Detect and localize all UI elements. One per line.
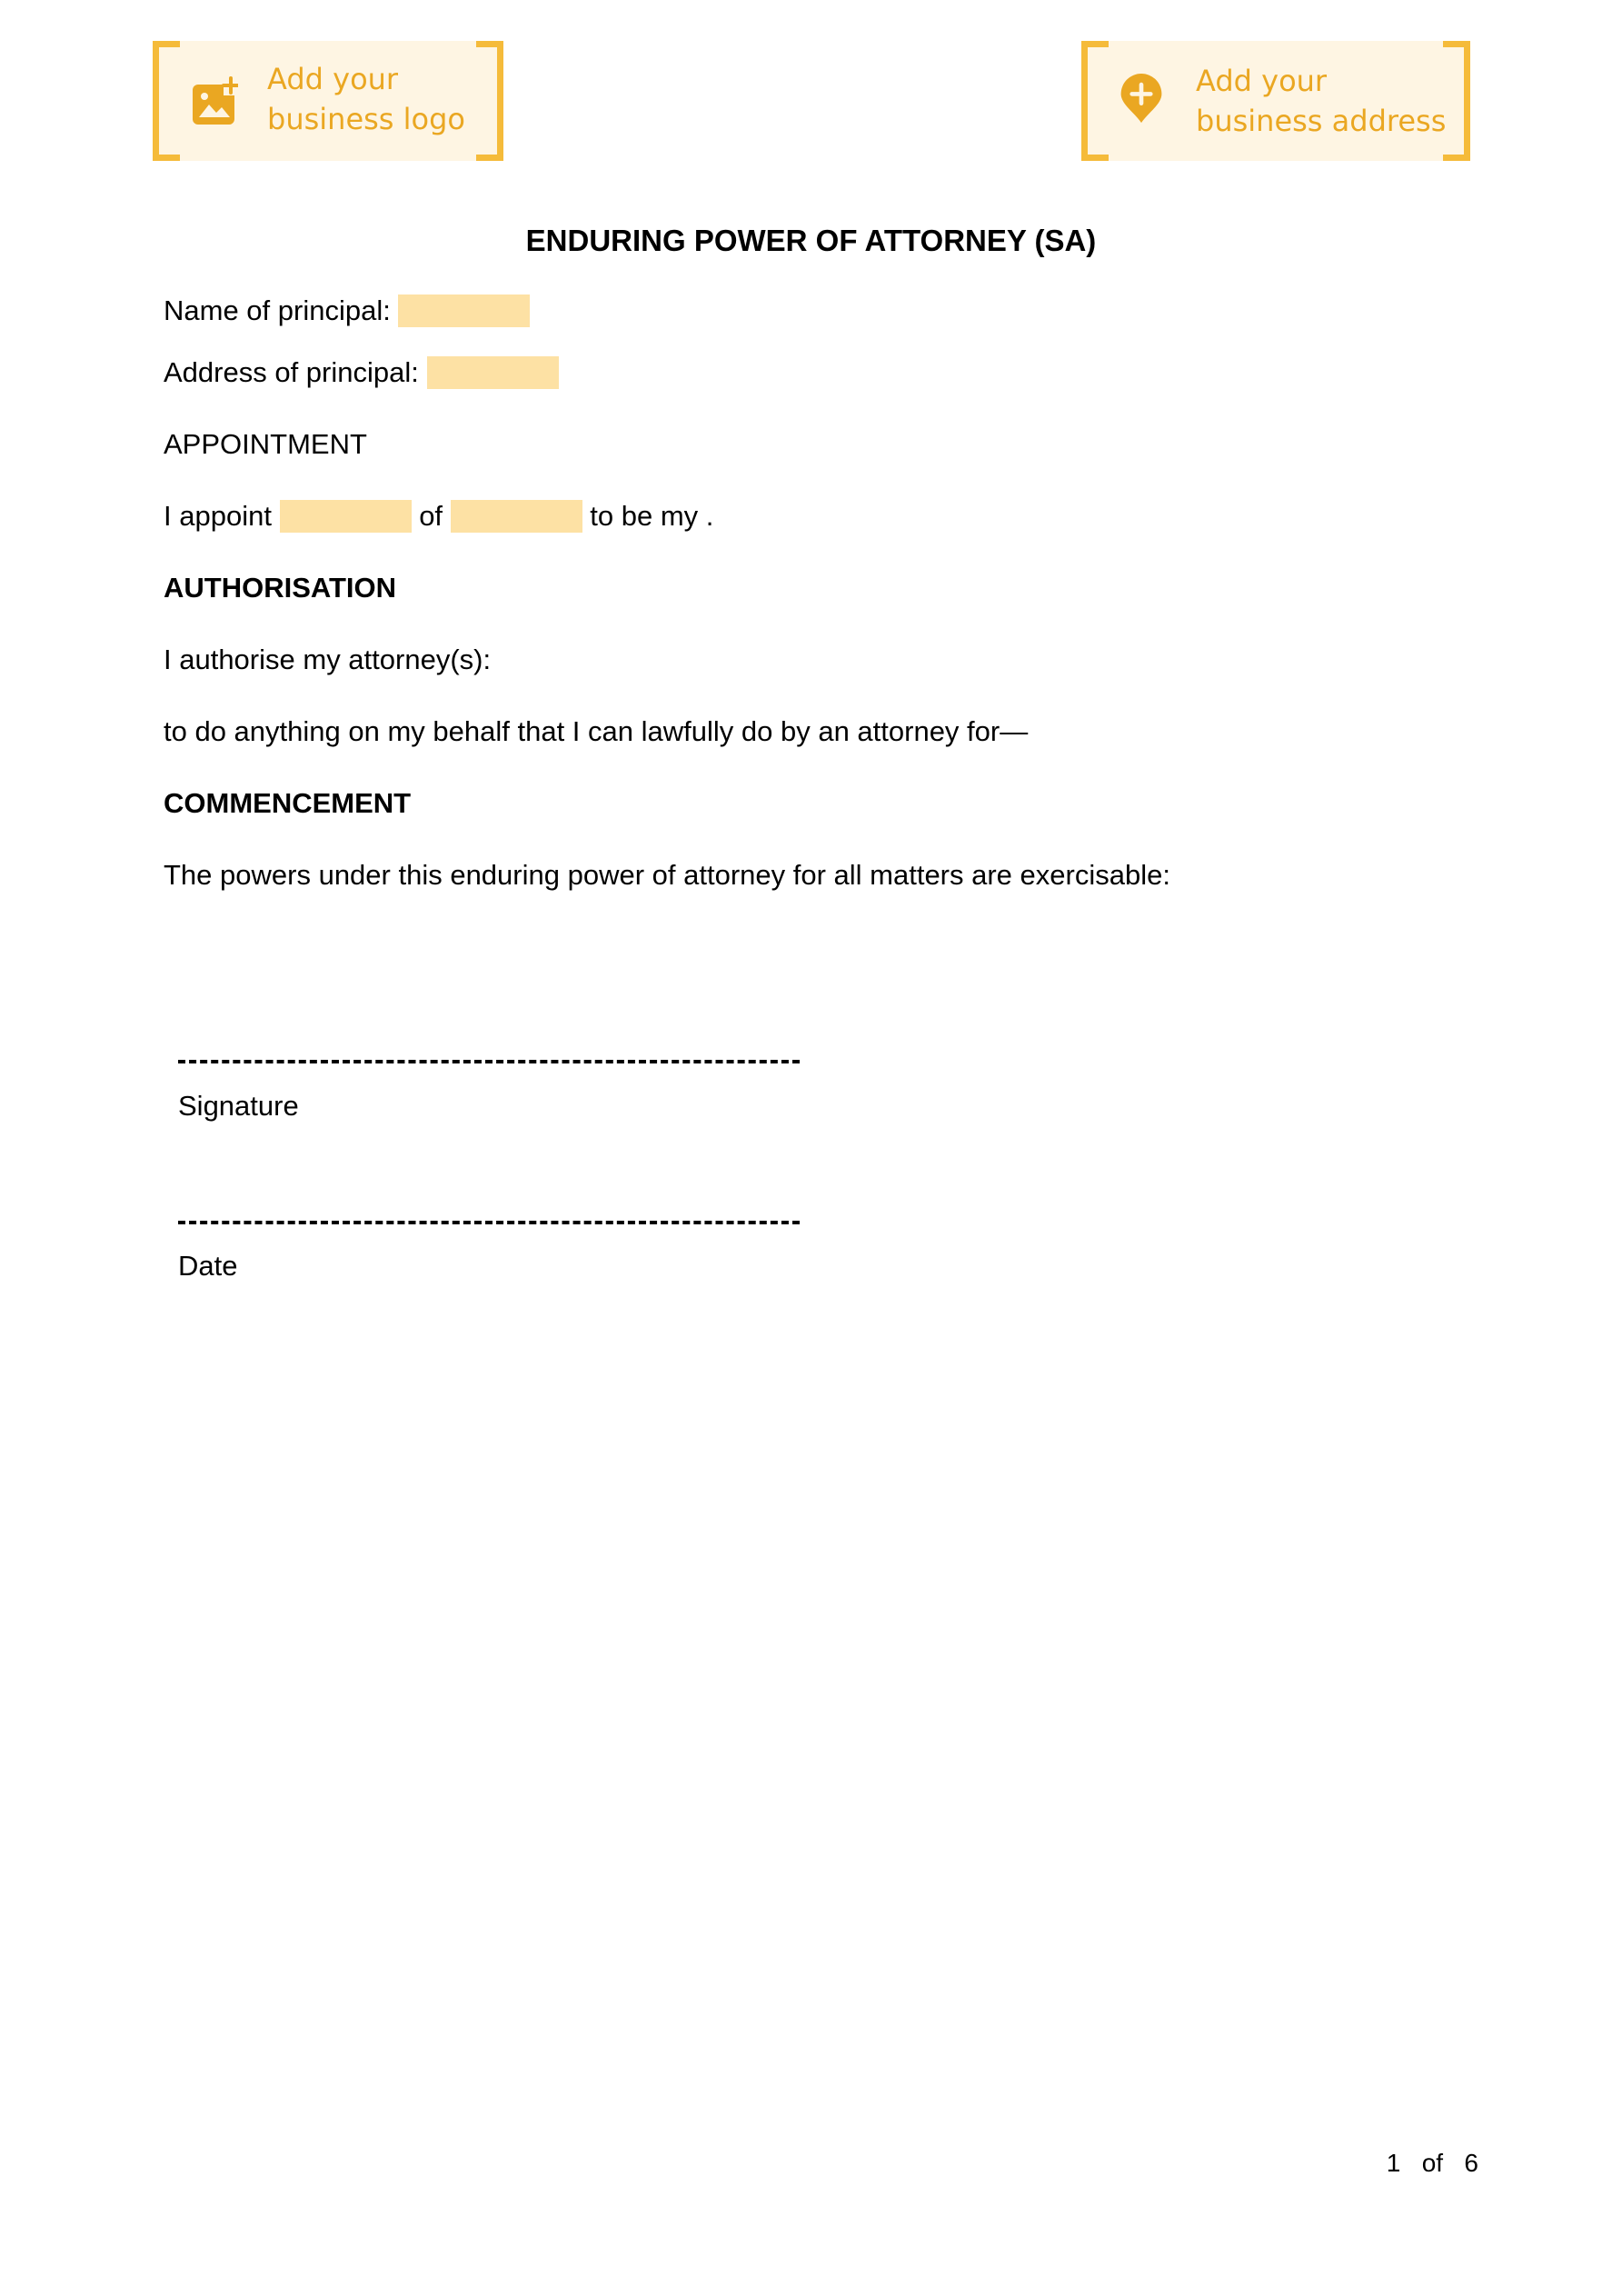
add-location-pin-icon <box>1118 74 1165 125</box>
appoint-prefix: I appoint <box>164 500 272 532</box>
principal-address-label: Address of principal: <box>164 356 419 388</box>
add-business-logo-placeholder[interactable] <box>153 41 503 161</box>
appoint-suffix: to be my . <box>590 500 714 532</box>
bracket-left <box>153 41 180 161</box>
appointment-heading: APPOINTMENT <box>164 428 367 460</box>
principal-address-row <box>164 354 559 391</box>
bracket-left <box>1081 41 1109 161</box>
page-of: of <box>1421 2149 1444 2177</box>
bracket-right <box>476 41 503 161</box>
principal-address-field[interactable] <box>427 356 559 389</box>
logo-placeholder-line2: business logo <box>267 102 465 136</box>
page-current: 1 <box>1386 2149 1401 2177</box>
principal-name-field[interactable] <box>398 294 530 327</box>
date-label: Date <box>178 1250 238 1282</box>
signature-line[interactable] <box>178 1060 800 1063</box>
commencement-heading: COMMENCEMENT <box>164 787 412 819</box>
authorise-scope-text: to do anything on my behalf that I can lawfully do by an attorney for— <box>164 715 1029 747</box>
add-image-icon <box>191 75 238 126</box>
bracket-right <box>1443 41 1470 161</box>
logo-placeholder-line1: Add your <box>267 62 399 96</box>
authorisation-heading: AUTHORISATION <box>164 572 397 604</box>
authorise-text: I authorise my attorney(s): <box>164 644 492 675</box>
address-placeholder-line1: Add your <box>1196 64 1328 98</box>
principal-name-label: Name of principal: <box>164 294 391 326</box>
appointment-row <box>164 498 713 534</box>
date-line[interactable] <box>178 1221 800 1224</box>
attorney-address-field[interactable] <box>451 500 582 533</box>
signature-label: Signature <box>178 1090 299 1122</box>
page-total: 6 <box>1464 2149 1478 2177</box>
appoint-of: of <box>419 500 443 532</box>
address-placeholder-line2: business address <box>1196 104 1447 138</box>
commencement-text: The powers under this enduring power of attorney for all matters are exercisable: <box>164 859 1170 891</box>
document-title: ENDURING POWER OF ATTORNEY (SA) <box>525 224 1097 257</box>
attorney-name-field[interactable] <box>280 500 412 533</box>
principal-name-row <box>164 293 530 329</box>
page-number <box>1387 2147 1478 2180</box>
add-business-address-placeholder[interactable] <box>1081 41 1470 161</box>
